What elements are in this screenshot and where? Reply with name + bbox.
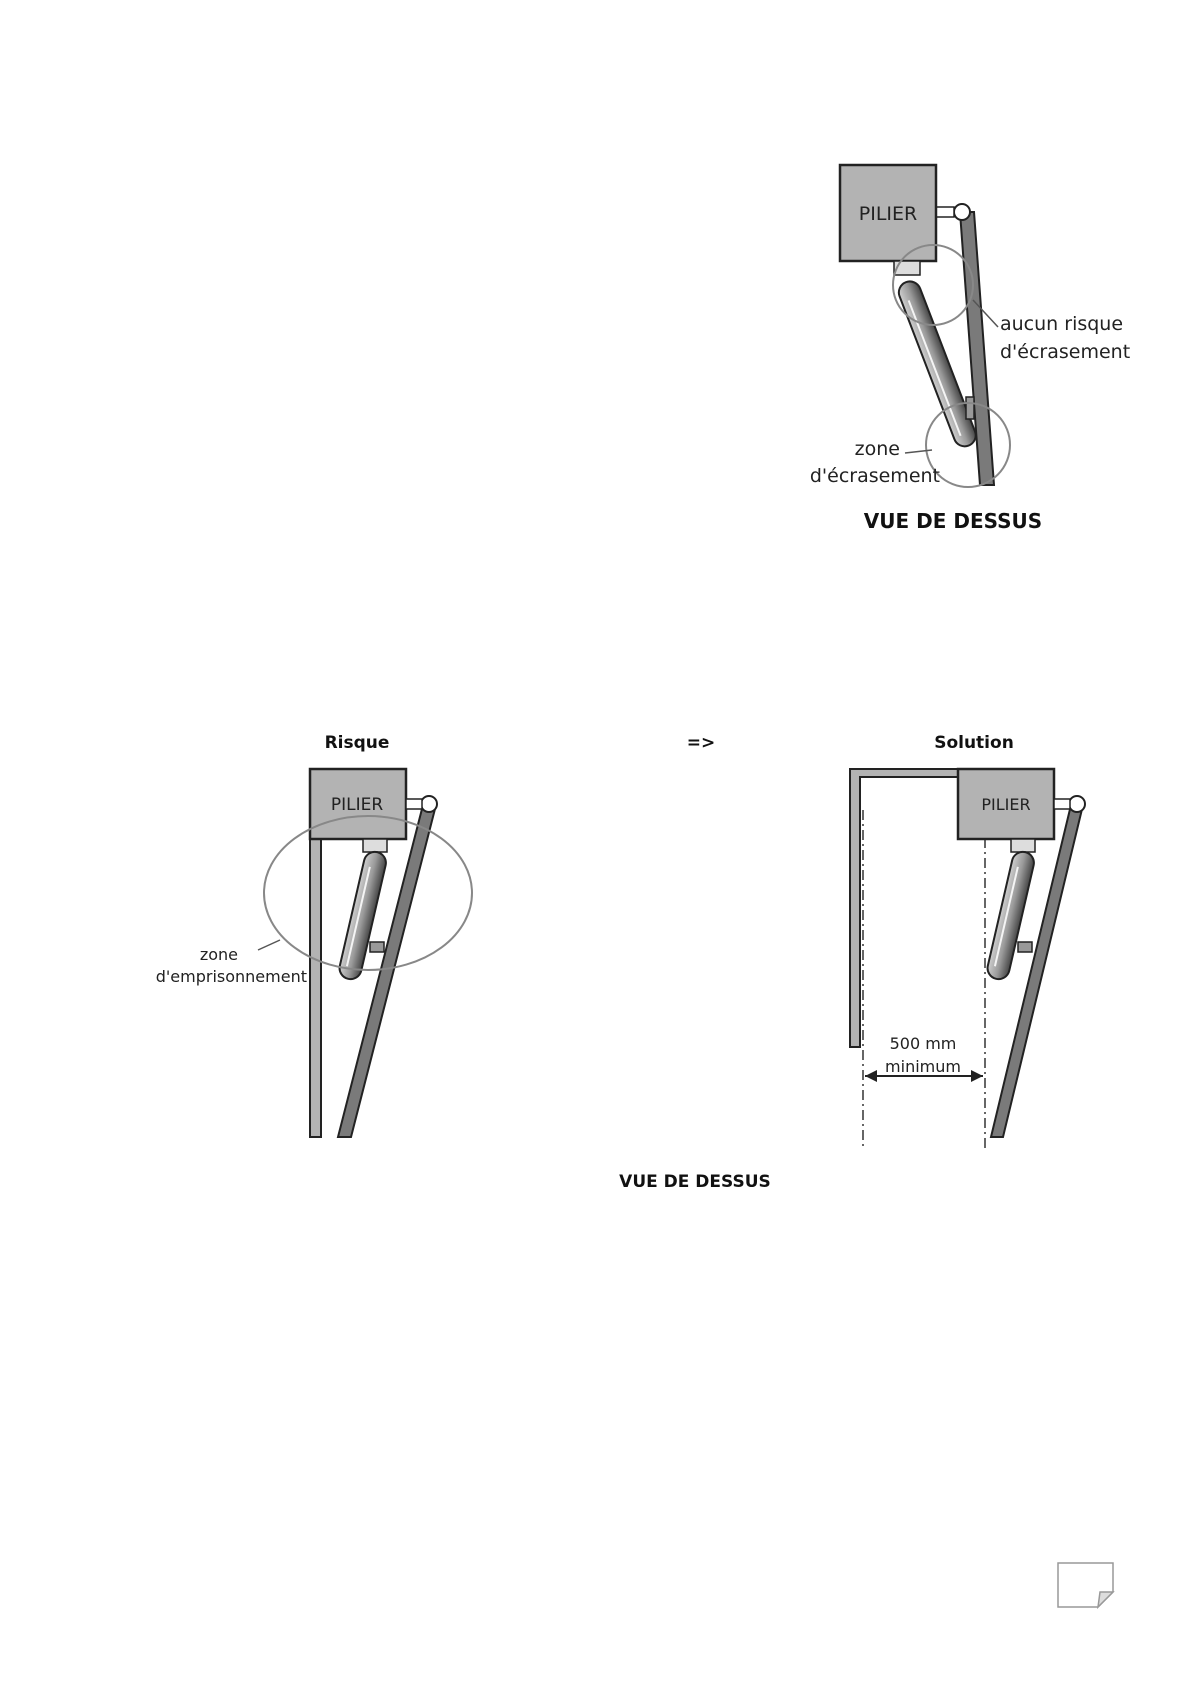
left-pillar-label: PILIER [330, 795, 384, 815]
hinge-icon [1069, 796, 1085, 812]
actuator [337, 850, 388, 982]
dimension-arrow-right [971, 1070, 983, 1082]
entrapment-leader [258, 940, 280, 950]
crush-zone-leader [905, 450, 932, 453]
crush-zone-line1: zone [854, 438, 900, 460]
actuator [985, 850, 1036, 982]
right-pillar-label: PILIER [981, 795, 1031, 814]
hinge-arm [406, 799, 422, 809]
wall [310, 835, 321, 1137]
wall [850, 769, 960, 1047]
bottom-view-caption: VUE DE DESSUS [619, 1172, 771, 1192]
pillar-label: PILIER [858, 203, 918, 225]
entrapment-line1: zone [199, 945, 238, 964]
risk-diagram [156, 769, 472, 1137]
risk-title: Risque [324, 733, 390, 753]
gate-bracket [1018, 942, 1032, 952]
no-risk-label-line1: aucun risque [1000, 313, 1124, 335]
arrow-label: => [686, 733, 716, 753]
gate-bracket [966, 397, 974, 419]
motor-bracket [1011, 839, 1035, 852]
no-risk-label-line2: d'écrasement [1000, 341, 1131, 363]
solution-diagram [850, 769, 1085, 1148]
hinge-arm [1054, 799, 1070, 809]
gate-bracket [370, 942, 384, 952]
page-curl-icon [1058, 1563, 1113, 1607]
crush-zone-line2: d'écrasement [809, 465, 940, 487]
hinge-icon [954, 204, 970, 220]
dimension-arrow-left [865, 1070, 877, 1082]
top-diagram [810, 165, 1130, 533]
hinge-arm [936, 207, 954, 217]
solution-title: Solution [934, 733, 1014, 753]
distance-line1: 500 mm [889, 1034, 957, 1053]
hinge-icon [421, 796, 437, 812]
entrapment-line2: d'emprisonnement [155, 967, 307, 986]
motor-bracket [363, 839, 387, 852]
distance-line2: minimum [885, 1057, 961, 1076]
top-view-caption: VUE DE DESSUS [863, 509, 1043, 533]
